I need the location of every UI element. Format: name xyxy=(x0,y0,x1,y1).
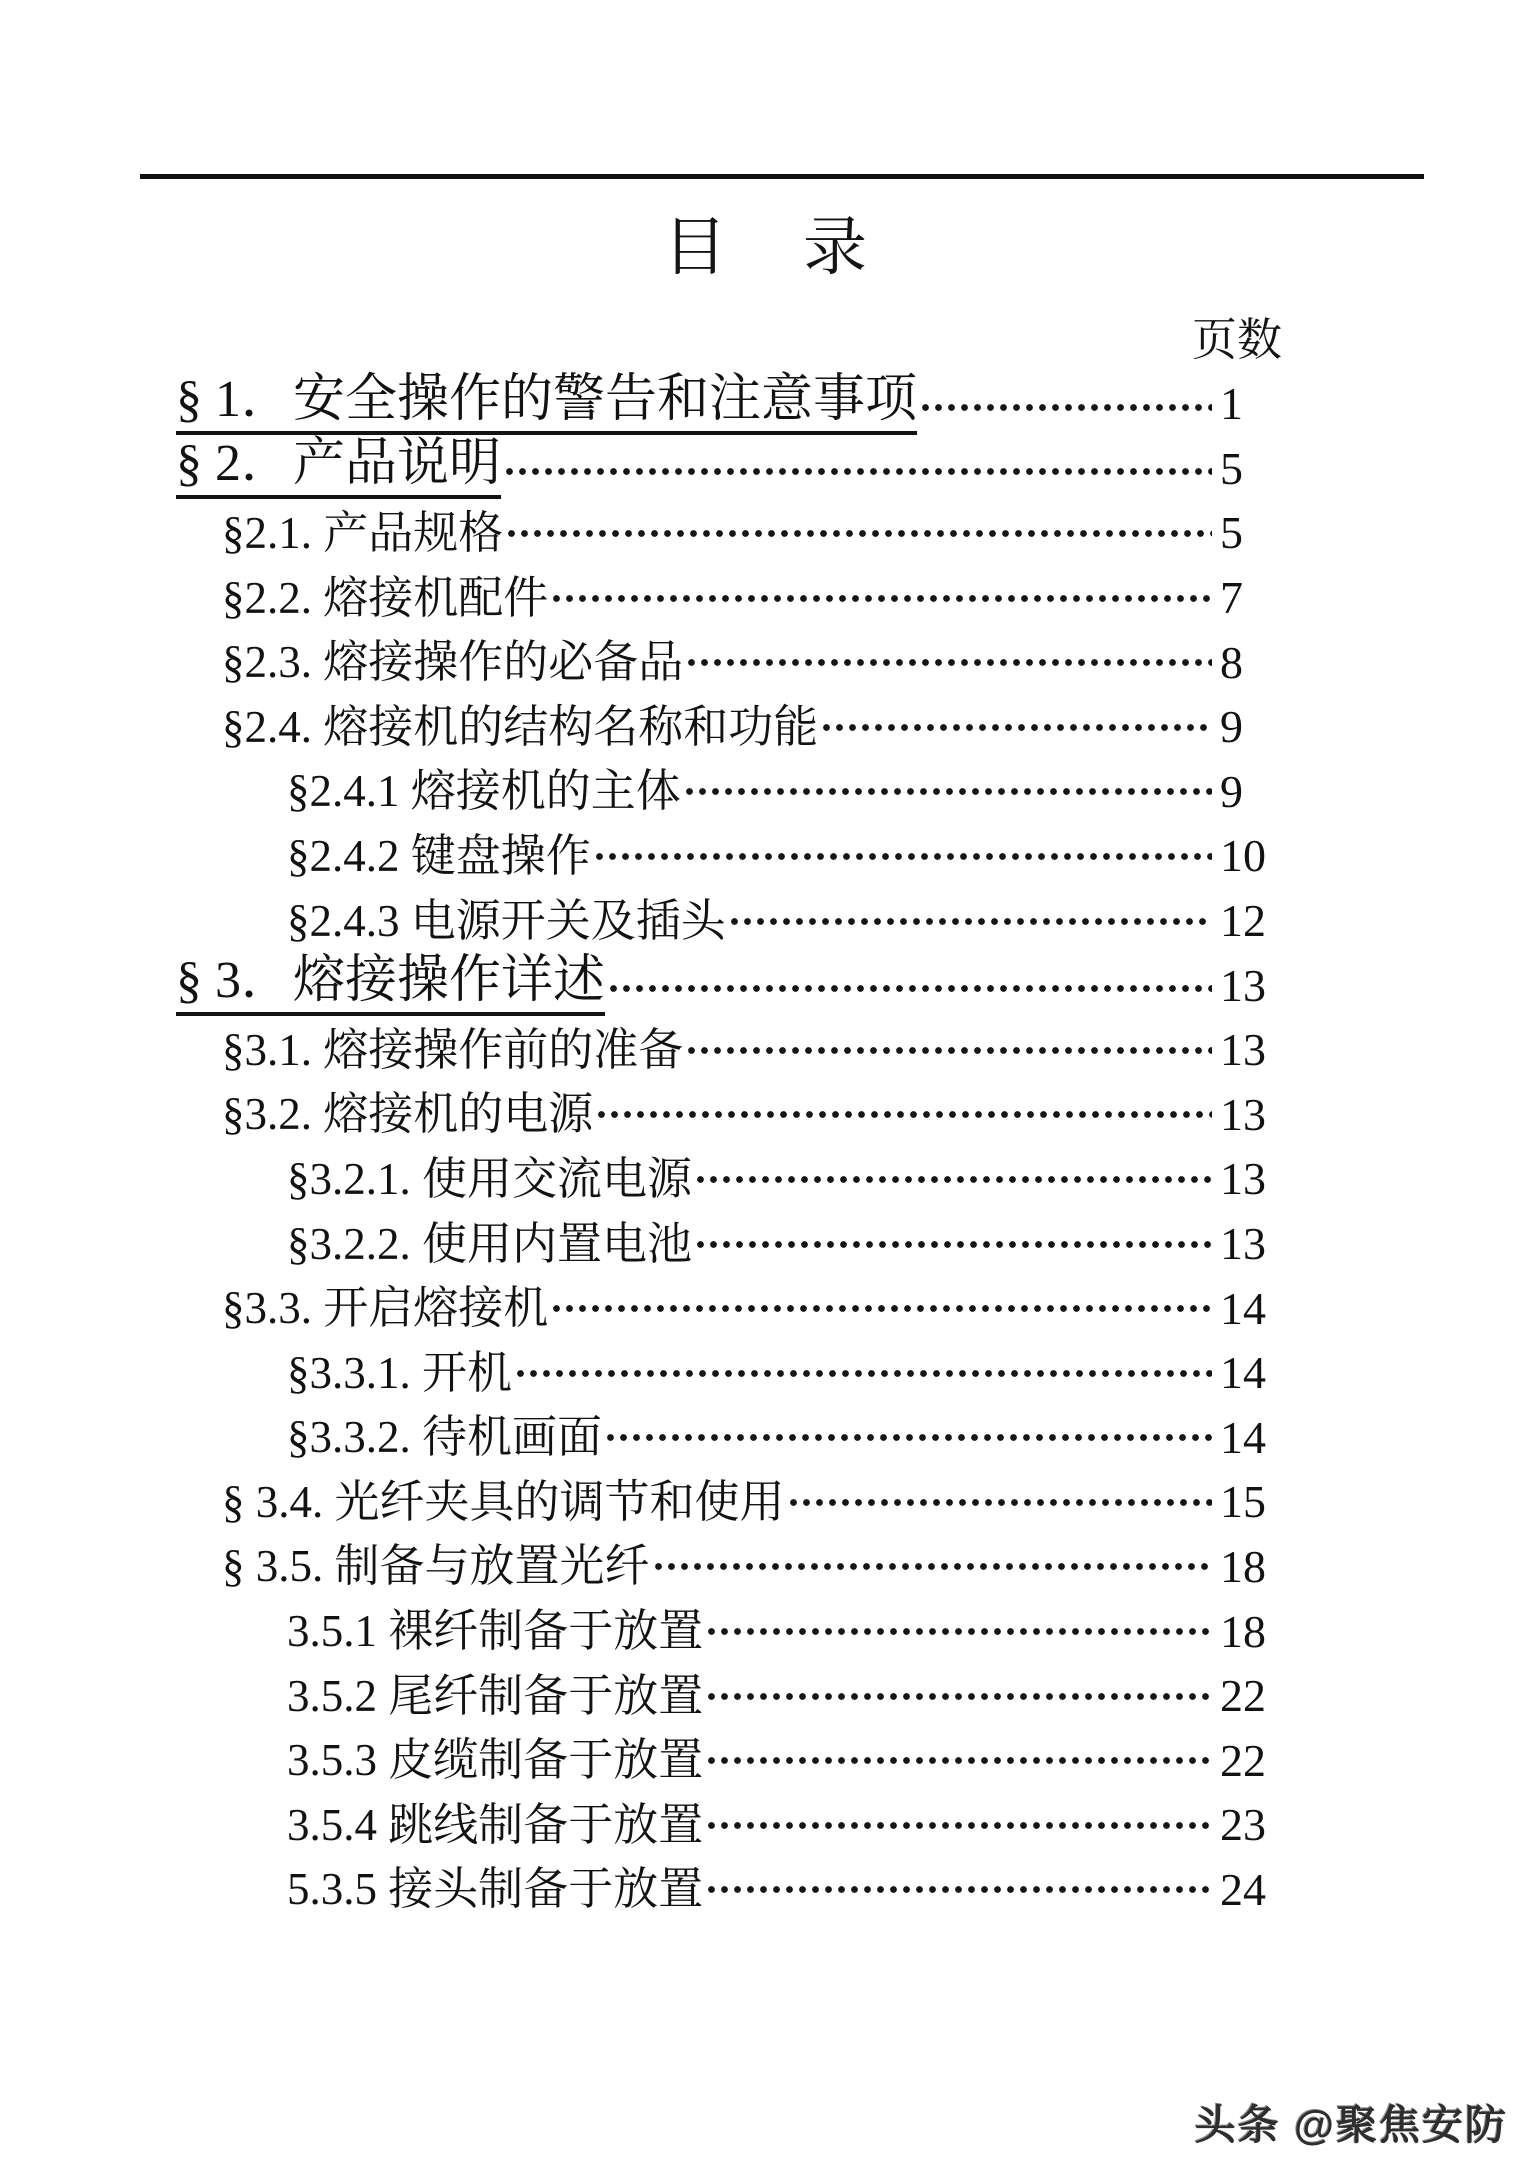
toc-row xyxy=(140,630,1300,695)
toc-page-number: 13 xyxy=(1220,1024,1266,1076)
toc-row xyxy=(140,1728,1300,1793)
toc-page-number: 5 xyxy=(1220,442,1243,494)
toc-page-number: 14 xyxy=(1220,1282,1266,1334)
dot-leader xyxy=(707,1627,1212,1636)
toc-page-number: 13 xyxy=(1220,1088,1266,1140)
toc-row xyxy=(140,824,1300,889)
toc-row xyxy=(140,1858,1300,1923)
toc-page-number: 9 xyxy=(1220,765,1243,817)
toc-page-number: 22 xyxy=(1220,1734,1266,1786)
dot-leader xyxy=(516,1369,1212,1378)
dot-leader xyxy=(822,723,1212,732)
dot-leader xyxy=(707,1756,1212,1765)
toc-entry-label: §2.4.1 熔接机的主体 xyxy=(287,766,681,817)
toc-page-number: 18 xyxy=(1220,1605,1266,1657)
toc-page-number: 13 xyxy=(1220,1218,1266,1270)
toc-entry-label: 3.5.2 尾纤制备于放置 xyxy=(287,1670,704,1721)
toc-page-number: 13 xyxy=(1220,959,1266,1011)
toc-row xyxy=(140,1147,1300,1212)
toc-row xyxy=(140,1406,1300,1471)
toc-row xyxy=(140,1212,1300,1277)
toc-entry-label: §2.3. 熔接操作的必备品 xyxy=(222,637,684,688)
dot-leader xyxy=(685,787,1212,796)
toc-row xyxy=(140,566,1300,631)
dot-leader xyxy=(595,852,1212,861)
toc-page-number: 5 xyxy=(1220,507,1243,559)
toc-row xyxy=(140,1341,1300,1406)
toc-entry-label: § 3.5. 制备与放置光纤 xyxy=(222,1541,650,1592)
toc-page-number: 10 xyxy=(1220,830,1266,882)
toc-entry-label: §3.3.2. 待机画面 xyxy=(287,1412,603,1463)
dot-leader xyxy=(707,1885,1212,1894)
toc-row xyxy=(140,1664,1300,1729)
toc-entry-label: § 1．安全操作的警告和注意事项 xyxy=(176,374,917,435)
dot-leader xyxy=(507,529,1212,538)
toc-page-number: 14 xyxy=(1220,1347,1266,1399)
toc-page-number: 8 xyxy=(1220,636,1243,688)
toc-entry-label: §3.2. 熔接机的电源 xyxy=(222,1089,594,1140)
toc-page-number: 7 xyxy=(1220,572,1243,624)
toc-entry-label: § 3．熔接操作详述 xyxy=(176,955,605,1016)
toc-page-number: 9 xyxy=(1220,701,1243,753)
toc-row xyxy=(140,953,1300,1018)
dot-leader xyxy=(730,917,1212,926)
toc-page-number: 12 xyxy=(1220,895,1266,947)
toc-entry-label: §3.2.2. 使用内置电池 xyxy=(287,1218,693,1269)
dot-leader xyxy=(687,1046,1212,1055)
toc-page-number: 22 xyxy=(1220,1670,1266,1722)
dot-leader xyxy=(609,984,1212,993)
toc-entry-label: §2.4. 熔接机的结构名称和功能 xyxy=(222,701,819,752)
toc-page-number: 14 xyxy=(1220,1411,1266,1463)
watermark-text: 头条 @聚焦安防 xyxy=(1194,2102,1508,2148)
dot-leader xyxy=(696,1175,1212,1184)
dot-leader xyxy=(552,594,1212,603)
toc-row xyxy=(140,1599,1300,1664)
toc-entry-label: §3.2.1. 使用交流电源 xyxy=(287,1153,693,1204)
toc-page-number: 1 xyxy=(1220,378,1243,430)
toc-entry-label: §2.4.2 键盘操作 xyxy=(287,830,591,881)
toc-row xyxy=(140,372,1300,437)
toc-entry-label: §3.3. 开启熔接机 xyxy=(222,1283,549,1334)
toc-page-number: 18 xyxy=(1220,1540,1266,1592)
toc-entry-label: §2.2. 熔接机配件 xyxy=(222,572,549,623)
toc-entry-label: § 2．产品说明 xyxy=(176,438,501,499)
dot-leader xyxy=(654,1562,1212,1571)
toc-page-number: 24 xyxy=(1220,1863,1266,1915)
toc-row xyxy=(140,1470,1300,1535)
dot-leader xyxy=(552,1304,1212,1313)
toc-entry-label: 3.5.1 裸纤制备于放置 xyxy=(287,1606,704,1657)
dot-leader xyxy=(606,1433,1212,1442)
toc-entry-label: 3.5.4 跳线制备于放置 xyxy=(287,1799,704,1850)
toc-row xyxy=(140,437,1300,502)
dot-leader xyxy=(707,1821,1212,1830)
toc-page-number: 15 xyxy=(1220,1476,1266,1528)
toc-entry-label: §3.1. 熔接操作前的准备 xyxy=(222,1024,684,1075)
toc-entry-label: §3.3.1. 开机 xyxy=(287,1347,513,1398)
toc-row xyxy=(140,501,1300,566)
toc-row xyxy=(140,1083,1300,1148)
toc-entry-label: §2.1. 产品规格 xyxy=(222,507,504,558)
dot-leader xyxy=(687,658,1212,667)
header-rule xyxy=(140,174,1424,179)
dot-leader xyxy=(921,403,1212,412)
toc-entry-label: § 3.4. 光纤夹具的调节和使用 xyxy=(222,1476,785,1527)
toc-row xyxy=(140,695,1300,760)
toc-row xyxy=(140,1018,1300,1083)
toc-entry-label: §2.4.3 电源开关及插头 xyxy=(287,895,726,946)
toc-row xyxy=(140,760,1300,825)
dot-leader xyxy=(789,1498,1212,1507)
toc-entry-label: 5.3.5 接头制备于放置 xyxy=(287,1864,704,1915)
table-of-contents xyxy=(140,372,1300,1922)
toc-row xyxy=(140,1535,1300,1600)
toc-row xyxy=(140,1793,1300,1858)
page-count-column-label: 页数 xyxy=(1191,315,1282,365)
toc-entry-label: 3.5.3 皮缆制备于放置 xyxy=(287,1735,704,1786)
dot-leader xyxy=(707,1692,1212,1701)
toc-row xyxy=(140,889,1300,954)
toc-page-number: 13 xyxy=(1220,1153,1266,1205)
page-title: 目 录 xyxy=(663,212,873,283)
toc-page-number: 23 xyxy=(1220,1799,1266,1851)
dot-leader xyxy=(597,1110,1212,1119)
dot-leader xyxy=(696,1240,1212,1249)
toc-row xyxy=(140,1276,1300,1341)
dot-leader xyxy=(505,467,1212,476)
